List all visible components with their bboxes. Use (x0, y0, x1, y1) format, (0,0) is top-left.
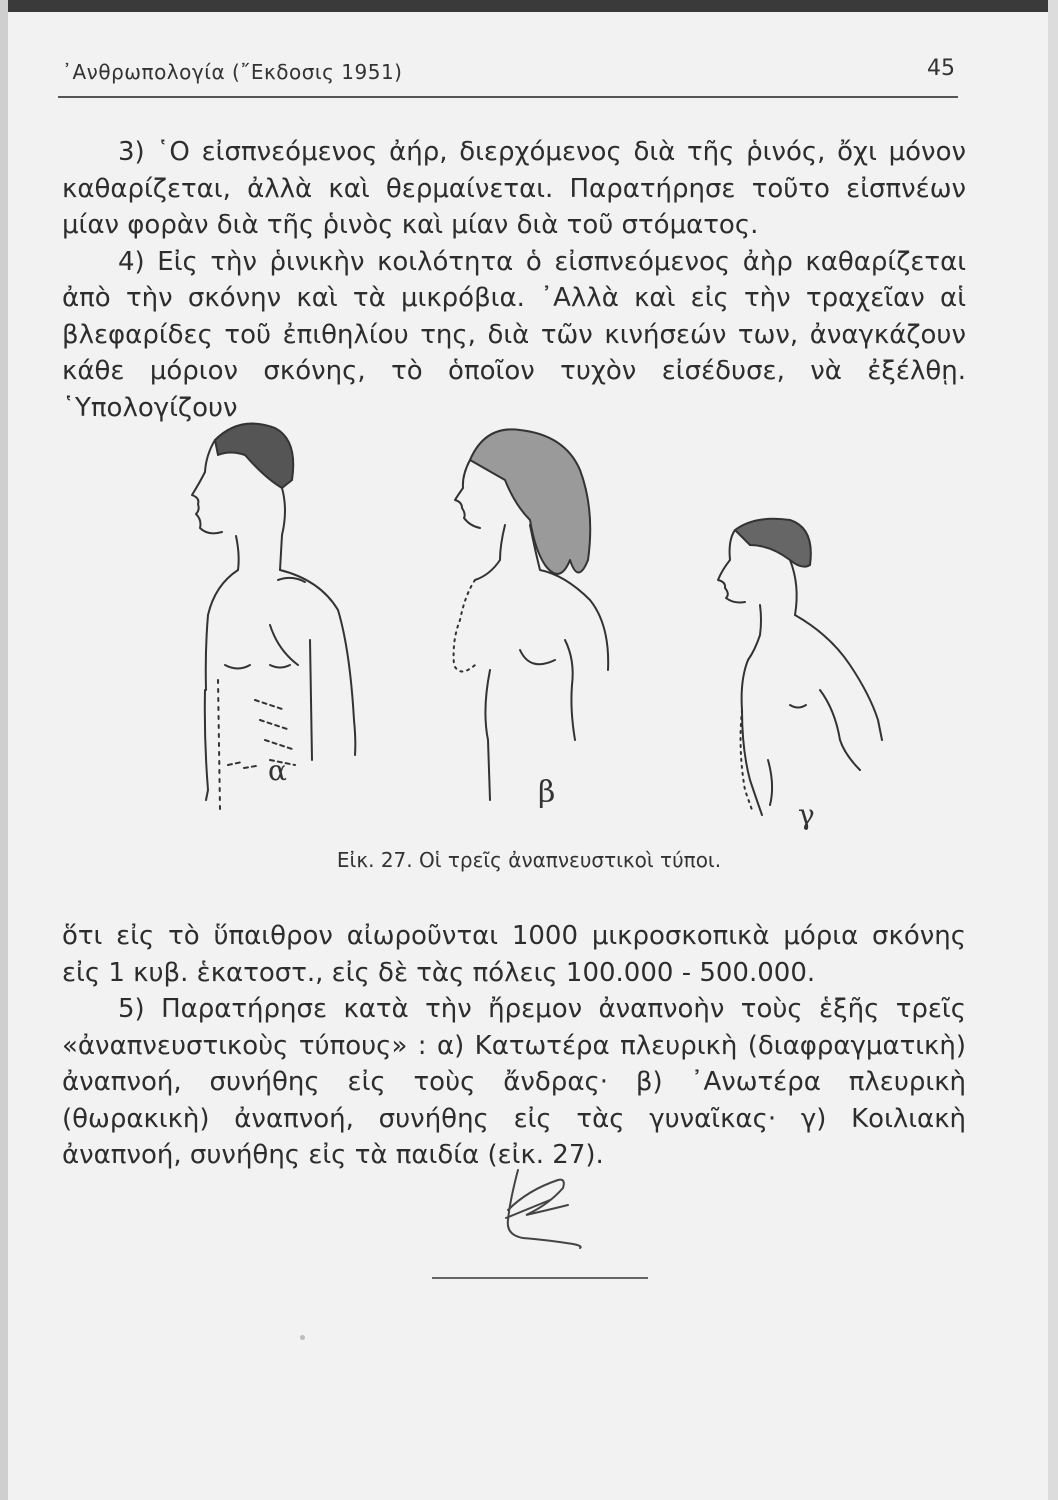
header-rule (58, 96, 958, 98)
running-head: ᾿Ανθρωπολογία (῎Εκδοσις 1951) (62, 60, 403, 84)
label-a: α (268, 754, 287, 787)
figure-woman (454, 429, 609, 800)
signature-mark (478, 1160, 598, 1260)
label-b: β (538, 775, 556, 810)
page-number: 45 (927, 56, 955, 81)
scan-right-border (1048, 0, 1058, 1500)
scan-speck (300, 1335, 305, 1340)
paragraph-4-continued: ὅτι εἰς τὸ ὕπαιθρον αἰωροῦνται 1000 μικροσκοπικὰ μόρια σκόνης εἰς 1 κυβ. ἑκατοστ., εἰς δὲ τὰς πόλεις 100.000 - 500.000. (62, 921, 966, 988)
figure-child (718, 519, 882, 815)
figure-man (192, 424, 355, 810)
label-c: γ (798, 798, 815, 831)
lower-text-block (62, 918, 966, 1174)
breathing-types-figure (170, 410, 910, 840)
paragraph-4: 4) Εἰς τὴν ῥινικὴν κοιλότητα ὁ εἰσπνεόμενος ἀὴρ καθαρίζεται ἀπὸ τὴν σκόνην καὶ τὰ μικρόβια. ᾿Αλλὰ καὶ εἰς τὴν τραχεῖαν αἱ βλεφαρίδες τοῦ ἐπιθηλίου της, διὰ τῶν κινήσεών των, ἀναγκάζουν κάθε μόριον σκόνης, τὸ ὁποῖον τυχὸν εἰσέδυσε, νὰ ἐξέλθῃ. ῾Υπολογίζουν (62, 246, 966, 423)
figure-caption: Εἰκ. 27. Οἱ τρεῖς ἀναπνευστικοὶ τύποι. (336, 848, 722, 872)
scan-left-border (0, 0, 8, 1500)
scan-top-border (0, 0, 1058, 12)
paragraph-3: 3) ῾Ο εἰσπνεόμενος ἀήρ, διερχόμενος διὰ τῆς ῥινός, ὄχι μόνον καθαρίζεται, ἀλλὰ καὶ θερμαίνεται. Παρατήρησε τοῦτο εἰσπνέων μίαν φορὰν διὰ τῆς ῥινὸς καὶ μίαν διὰ τοῦ στόματος. (62, 137, 966, 240)
bottom-rule (432, 1277, 648, 1279)
paragraph-5: 5) Παρατήρησε κατὰ τὴν ἤρεμον ἀναπνοὴν τοὺς ἑξῆς τρεῖς «ἀναπνευστικοὺς τύπους» : α) Κατωτέρα πλευρικὴ (διαφραγματικὴ) ἀναπνοή, συνήθης εἰς τοὺς ἄνδρας· β) ᾿Ανωτέρα πλευρικὴ (θωρακικὴ) ἀναπνοή, συνήθης εἰς τὰς γυναῖκας· γ) Κοιλιακὴ ἀναπνοή, συνήθης εἰς τὰ παιδία (εἰκ. 27). (62, 994, 966, 1170)
upper-text-block (62, 134, 966, 426)
